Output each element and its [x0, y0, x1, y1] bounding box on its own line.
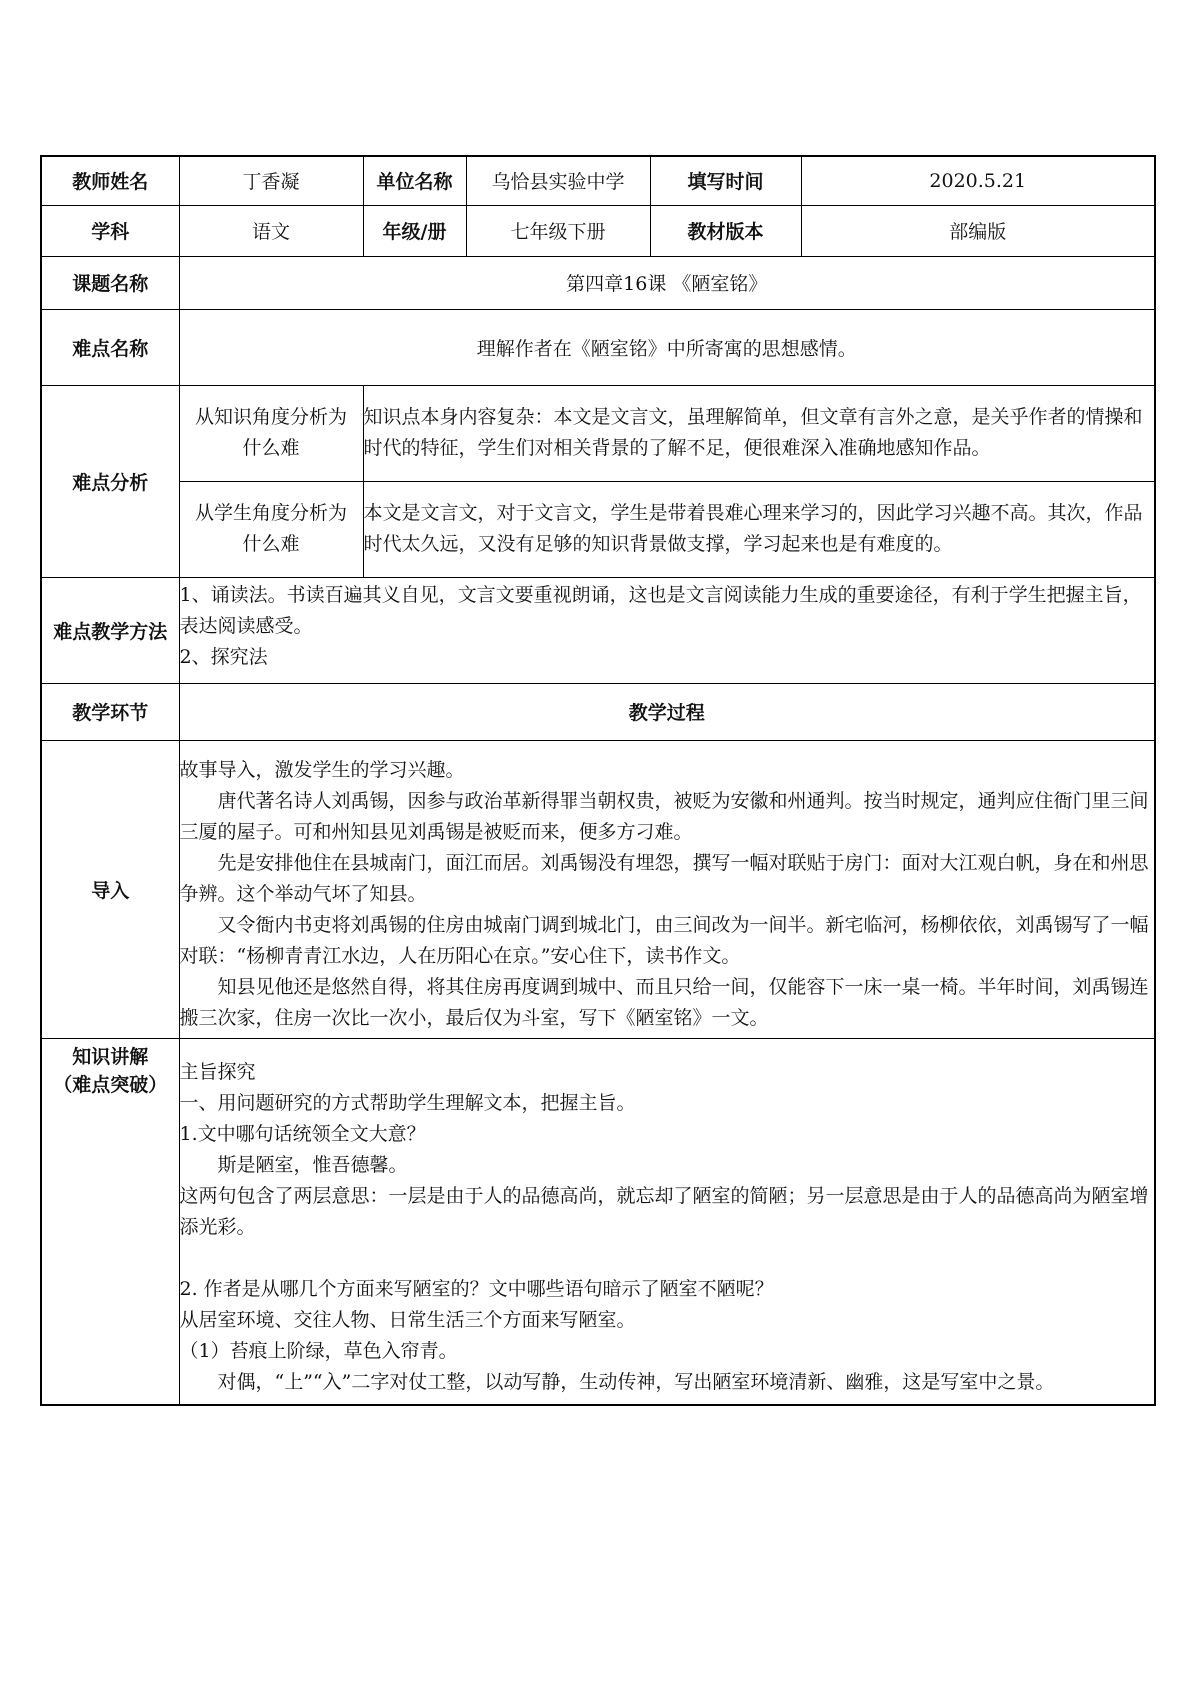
row-analysis-student [41, 481, 1155, 577]
row-intro [41, 740, 1155, 1038]
knowledge-label-line-1: 知识讲解 [72, 1045, 149, 1068]
row-process-header [41, 683, 1155, 740]
intro-paragraph: 先是安排他住在县城南门，面江而居。刘禹锡没有埋怨，撰写一幅对联贴于房门：面对大江观白帆，身在和州思争辨。这个举动气坏了知县。 [179, 851, 1149, 905]
knowledge-line: 2. 作者是从哪几个方面来写陋室的？文中哪些语句暗示了陋室不陋呢？ [179, 1277, 774, 1300]
student-angle-text: 本文是文言文，对于文言文，学生是带着畏难心理来学习的，因此学习兴趣不高。其次，作品时代太久远，又没有足够的知识背景做支撑，学习起来也是有难度的。 [363, 481, 1155, 577]
method-label: 难点教学方法 [41, 577, 179, 683]
method-line-1: 1、诵读法。书读百遍其义自见，文言文要重视朗诵，这也是文言阅读能力生成的重要途径，有利于学生把握主旨，表达阅读感受。 [179, 583, 1142, 637]
row-knowledge [41, 1038, 1155, 1405]
blank-line [180, 1243, 1155, 1274]
grade-label: 年级/册 [363, 205, 466, 256]
method-line-2: 2、探究法 [179, 645, 268, 668]
knowledge-line: 主旨探究 [179, 1060, 256, 1083]
intro-paragraph: 唐代著名诗人刘禹锡，因参与政治革新得罪当朝权贵，被贬为安徽和州通判。按当时规定，通判应住衙门里三间三厦的屋子。可和州知县见刘禹锡是被贬而来，便多方刁难。 [179, 789, 1149, 843]
difficulty-label: 难点名称 [41, 309, 179, 385]
knowledge-line: 这两句包含了两层意思：一层是由于人的品德高尚，就忘却了陋室的简陋；另一层意思是由于人的品德高尚为陋室增添光彩。 [179, 1184, 1149, 1238]
edition-value: 部编版 [801, 205, 1155, 256]
row-analysis-knowledge [41, 385, 1155, 481]
row-method [41, 577, 1155, 683]
knowledge-angle-text: 知识点本身内容复杂：本文是文言文，虽理解简单，但文章有言外之意，是关乎作者的情操和时代的特征，学生们对相关背景的了解不足，便很难深入准确地感知作品。 [363, 385, 1155, 481]
knowledge-label [41, 1038, 179, 1405]
knowledge-angle-label: 从知识角度分析为什么难 [179, 385, 363, 481]
date-label: 填写时间 [650, 156, 801, 205]
row-teacher-info [41, 156, 1155, 205]
row-subject-info [41, 205, 1155, 256]
knowledge-line: 斯是陋室，惟吾德馨。 [217, 1153, 408, 1176]
knowledge-label-line-2: （难点突破） [53, 1073, 168, 1096]
teacher-label: 教师姓名 [41, 156, 179, 205]
subject-label: 学科 [41, 205, 179, 256]
intro-text [179, 740, 1155, 1038]
row-topic [41, 256, 1155, 309]
difficulty-value: 理解作者在《陋室铭》中所寄寓的思想感情。 [179, 309, 1155, 385]
knowledge-line: 从居室环境、交往人物、日常生活三个方面来写陋室。 [179, 1308, 636, 1331]
intro-paragraph: 知县见他还是悠然自得，将其住房再度调到城中、而且只给一间，仅能容下一床一桌一椅。半年时间，刘禹锡连搬三次家，住房一次比一次小，最后仅为斗室，写下《陋室铭》一文。 [179, 975, 1149, 1029]
intro-paragraph: 又令衙内书吏将刘禹锡的住房由城南门调到城北门，由三间改为一间半。新宅临河，杨柳依依，刘禹锡写了一幅对联：“杨柳青青江水边，人在历阳心在京。”安心住下，读书作文。 [179, 913, 1149, 967]
student-angle-label: 从学生角度分析为什么难 [179, 481, 363, 577]
topic-value: 第四章16课 《陋室铭》 [179, 256, 1155, 309]
row-difficulty [41, 309, 1155, 385]
unit-value: 乌恰县实验中学 [466, 156, 650, 205]
edition-label: 教材版本 [650, 205, 801, 256]
intro-first-line: 故事导入，激发学生的学习兴趣。 [179, 758, 465, 781]
date-value: 2020.5.21 [801, 156, 1155, 205]
stage-header: 教学环节 [41, 683, 179, 740]
subject-value: 语文 [179, 205, 363, 256]
knowledge-line: 对偶，“上”“入”二字对仗工整，以动写静，生动传神，写出陋室环境清新、幽雅，这是写室中之景。 [217, 1370, 1055, 1393]
grade-value: 七年级下册 [466, 205, 650, 256]
knowledge-line: 1.文中哪句话统领全文大意？ [179, 1122, 426, 1145]
method-text [179, 577, 1155, 683]
intro-label: 导入 [41, 740, 179, 1038]
teacher-value: 丁香凝 [179, 156, 363, 205]
topic-label: 课题名称 [41, 256, 179, 309]
process-header: 教学过程 [179, 683, 1155, 740]
knowledge-text [179, 1038, 1155, 1405]
analysis-label: 难点分析 [41, 385, 179, 577]
knowledge-line: 一、用问题研究的方式帮助学生理解文本，把握主旨。 [179, 1091, 636, 1114]
knowledge-line: （1）苔痕上阶绿，草色入帘青。 [179, 1339, 458, 1362]
unit-label: 单位名称 [363, 156, 466, 205]
lesson-plan-table [40, 155, 1156, 1406]
